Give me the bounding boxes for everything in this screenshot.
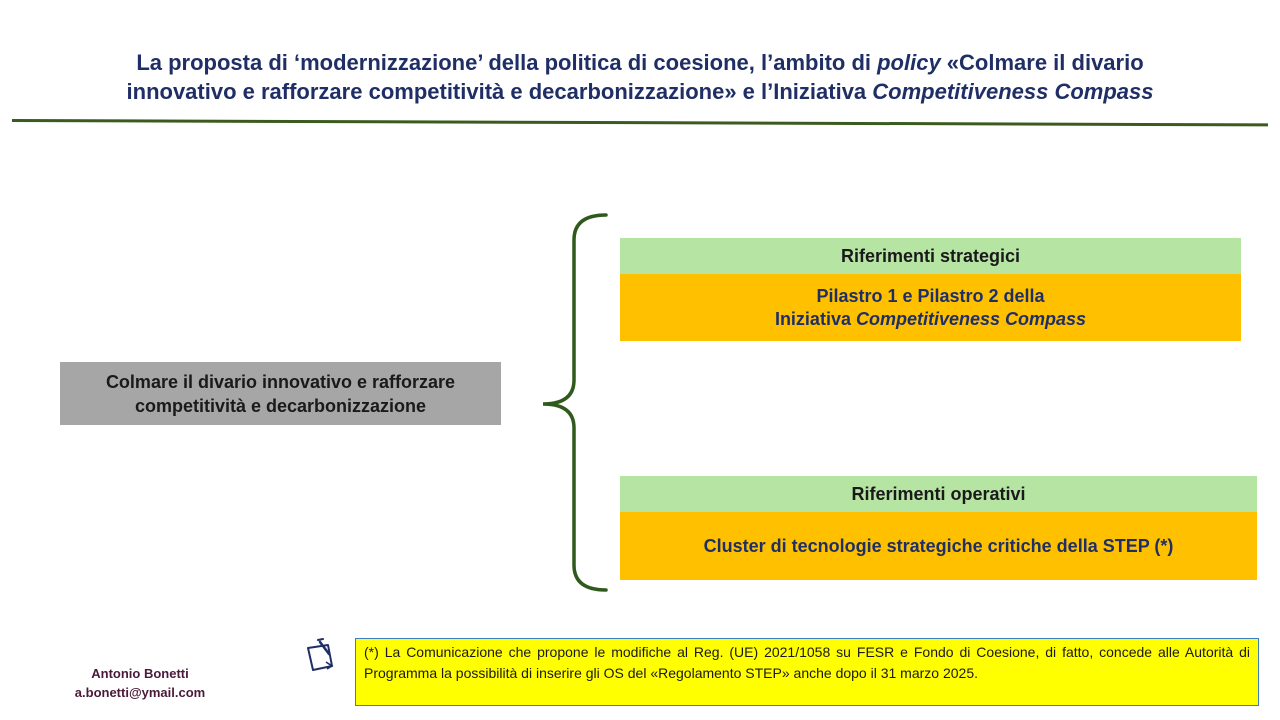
title-text: innovativo e rafforzare competitività e decarbonizzazione» e l’Iniziativa: [126, 79, 873, 104]
title-text: «Colmare il divario: [940, 50, 1144, 75]
topic-line-1: Colmare il divario innovativo e rafforzare: [105, 371, 456, 392]
strategic-references-body: [620, 274, 1241, 341]
strategic-references-header: Riferimenti strategici: [620, 238, 1241, 274]
title-divider: [12, 119, 1268, 126]
title-text: La proposta di ‘modernizzazione’ della politica di coesione, l’ambito di: [136, 50, 878, 75]
strategic-body-line-1: Pilastro 1 e Pilastro 2 della: [816, 285, 1045, 306]
title-line-1: [40, 48, 1240, 77]
curly-brace-icon: [540, 210, 610, 595]
strategic-body-line-2: [775, 308, 1086, 331]
operational-body-text: Cluster di tecnologie strategiche critiche della STEP (*): [703, 535, 1174, 556]
policy-topic-box: [60, 362, 501, 425]
strategic-body-text: Iniziativa: [774, 308, 856, 329]
slide-title: [40, 48, 1240, 106]
topic-line-2: competitività e decarbonizzazione: [134, 395, 427, 416]
title-line-2: [40, 77, 1240, 106]
author-credit: [40, 664, 240, 702]
footnote-box: [355, 638, 1259, 706]
author-name: Antonio Bonetti: [91, 666, 189, 681]
footnote-text: (*) La Comunicazione che propone le modifiche al Reg. (UE) 2021/1058 su FESR e Fondo di Coesione, di fatto, concede alle Autorità di Programma la possibilità di inserire gli OS del «Regolamento STEP» anche dopo il 31 marzo 2025.: [364, 644, 1250, 681]
author-email: a.bonetti@ymail.com: [74, 685, 206, 700]
operational-references: [620, 476, 1257, 580]
sticky-note-icon: [302, 638, 340, 674]
operational-references-body: [620, 512, 1257, 580]
title-italic: Competitiveness Compass: [872, 79, 1154, 104]
title-italic: policy: [877, 50, 941, 75]
operational-references-header: Riferimenti operativi: [620, 476, 1257, 512]
strategic-references: [620, 238, 1241, 341]
strategic-body-italic: Competitiveness Compass: [855, 308, 1087, 329]
